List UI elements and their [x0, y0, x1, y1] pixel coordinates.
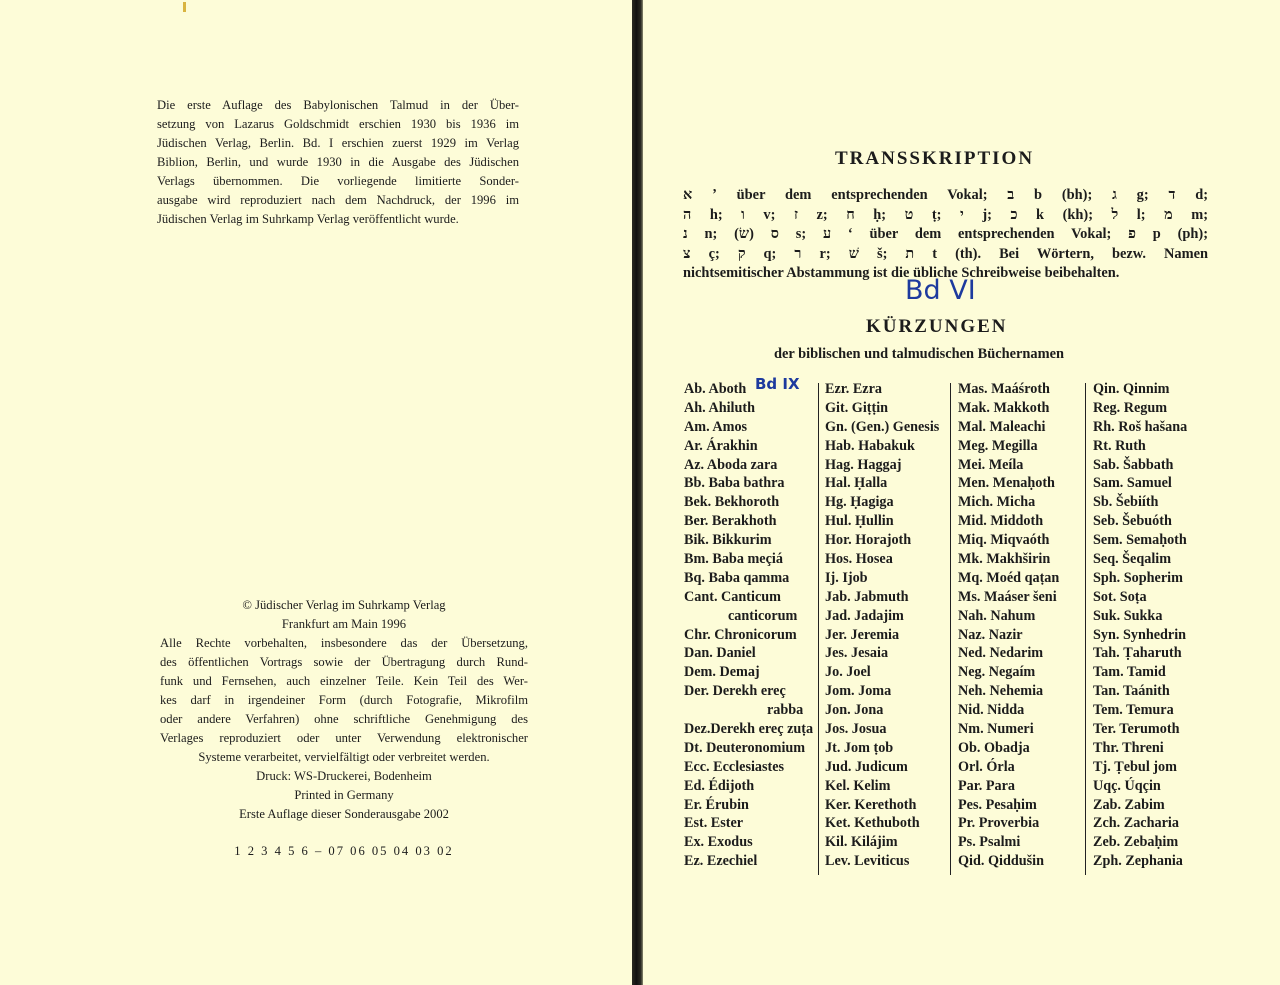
abbreviation-entry: Jos. Josua	[825, 721, 887, 738]
transcription-line: נ n; ס (שׂ) s; ע ʻ über dem entsprechenden Vokal; פ p (ph);	[683, 226, 1209, 242]
publication-note-line: Biblion, Berlin, und wurde 1930 in die Ausgabe des Jüdischen	[157, 155, 519, 169]
abbreviation-entry: Mk. Makhširin	[958, 551, 1051, 568]
country-line: Printed in Germany	[294, 788, 394, 802]
abbreviation-entry: Ez. Ezechiel	[684, 853, 758, 870]
abbreviation-entry: Men. Menaḥoth	[958, 475, 1055, 492]
abbreviation-entry: Pr. Proverbia	[958, 815, 1040, 832]
abbreviation-entry: Sem. Semaḥoth	[1093, 532, 1187, 549]
abbreviation-entry: Rh. Roš hašana	[1093, 418, 1188, 435]
abbreviation-column-4	[1093, 380, 1187, 871]
abbreviation-entry: rabba	[767, 702, 804, 719]
transcription-line: צ ç; ק q; ר r; שׁ š; ת t (th). Bei Wörtern, bezw. Namen	[683, 245, 1209, 262]
abbreviation-entry: Mq. Moéd qaṭan	[958, 569, 1060, 586]
abbreviation-entry: Ecc. Ecclesiastes	[684, 758, 785, 775]
abbreviation-entry: Mas. Maáśroth	[958, 381, 1050, 397]
column-divider	[818, 383, 819, 875]
publication-note-line: Verlags übernommen. Die vorliegende limitierte Sonder-	[157, 174, 519, 188]
abbreviation-entry: Bb. Baba bathra	[684, 475, 785, 492]
abbreviation-entry: Mal. Maleachi	[958, 418, 1046, 435]
abbreviation-entry: Reg. Regum	[1093, 399, 1168, 416]
abbreviation-entry: Ob. Obadja	[958, 739, 1030, 756]
abbreviation-entry: Dez.Derekh ereç zuṭa	[684, 721, 814, 738]
abbreviation-entry: Mich. Micha	[958, 494, 1036, 511]
abbreviation-entry: Ij. Ijob	[825, 569, 868, 586]
abbreviation-entry: Ket. Kethuboth	[825, 815, 920, 832]
abbreviation-entry: Ar. Árakhin	[684, 437, 758, 454]
abbreviation-entry: Ker. Kerethoth	[825, 796, 917, 813]
abbreviation-entry: Gn. (Gen.) Genesis	[825, 418, 940, 435]
copyright-line: Frankfurt am Main 1996	[281, 617, 407, 631]
abbreviation-entry: Mid. Middoth	[958, 513, 1044, 530]
abbreviation-entry: Sph. Sopherim	[1093, 569, 1183, 586]
abbreviation-column-3	[958, 380, 1059, 871]
abbreviation-entry: Hos. Hosea	[825, 551, 893, 568]
abbreviation-entry: Jom. Joma	[825, 683, 892, 700]
publication-note	[157, 96, 519, 229]
abbreviation-entry: Jo. Joel	[825, 664, 871, 681]
transcription-line: א ʼ über dem entsprechenden Vokal; ב b (bh); ג g; ד d;	[683, 187, 1208, 203]
abbreviation-entry: Neg. Negaím	[958, 664, 1036, 681]
transcription-line: ה h; ו v; ז z; ח ḥ; ט ṭ; י j; כ k (kh); ל l; מ m;	[683, 206, 1208, 223]
abbreviation-entry: Dt. Deuteronomium	[684, 739, 806, 756]
abbreviation-entry: Am. Amos	[684, 418, 748, 435]
handwritten-note-small: Bd IX	[755, 375, 800, 393]
abbreviation-entry: Qid. Qiddušin	[958, 853, 1044, 870]
abbreviation-entry: Sot. Soṭa	[1093, 588, 1147, 605]
abbreviation-entry: Hab. Habakuk	[825, 437, 915, 454]
abbreviation-entry: Az. Aboda zara	[684, 456, 778, 473]
abbreviation-entry: Bq. Baba qamma	[684, 569, 790, 586]
abbreviation-entry: Meg. Megilla	[958, 437, 1038, 454]
rights-line: Verlages reproduziert oder unter Verwendung elektronischer	[160, 731, 528, 745]
abbreviations-title: KÜRZUNGEN	[866, 316, 1008, 337]
abbreviation-entry: Neh. Nehemia	[958, 683, 1044, 700]
abbreviation-entry: Naz. Nazir	[958, 626, 1023, 643]
abbreviation-entry: Orl. Órla	[958, 758, 1015, 775]
abbreviations-subtitle: der biblischen und talmudischen Büchernamen	[774, 346, 1065, 362]
abbreviation-entry: Ps. Psalmi	[958, 834, 1021, 851]
abbreviation-entry: Ezr. Ezra	[825, 381, 882, 397]
abbreviation-entry: Tah. Ṭaharuth	[1093, 645, 1182, 662]
copyright-block	[160, 596, 528, 824]
abbreviation-entry: Pes. Pesaḥim	[958, 796, 1037, 813]
abbreviation-entry: Sb. Šebiíth	[1093, 494, 1159, 511]
abbreviation-entry: Kel. Kelim	[825, 777, 891, 794]
copyright-line: Systeme verarbeitet, vervielfältigt oder verbreitet werden.	[198, 750, 490, 764]
abbreviation-column-1	[684, 380, 813, 871]
abbreviation-entry: Suk. Sukka	[1093, 607, 1163, 624]
transcription-title: TRANSSKRIPTION	[835, 148, 1035, 169]
abbreviation-entry: Zab. Zabim	[1093, 796, 1165, 813]
abbreviation-column-2	[825, 380, 939, 871]
printer-line: Druck: WS-Druckerei, Bodenheim	[256, 769, 432, 783]
edition-line: Erste Auflage dieser Sonderausgabe 2002	[239, 807, 449, 821]
abbreviation-entry: Hor. Horajoth	[825, 532, 912, 549]
abbreviation-entry: Bm. Baba meçiá	[684, 551, 783, 568]
rights-line: oder andere Verfahren) ohne schriftliche Genehmigung des	[160, 712, 528, 726]
publication-note-line: setzung von Lazarus Goldschmidt erschien 1930 bis 1936 im	[157, 117, 519, 131]
abbreviation-entry: Seb. Šebuóth	[1093, 513, 1172, 530]
abbreviation-entry: Sam. Samuel	[1093, 475, 1172, 492]
abbreviation-entry: Er. Érubin	[684, 796, 749, 813]
abbreviation-entry: Mak. Makkoth	[958, 399, 1050, 416]
abbreviation-entry: Git. Giṭṭin	[825, 399, 889, 416]
abbreviation-entry: Nid. Nidda	[958, 702, 1025, 719]
abbreviation-entry: Zch. Zacharia	[1093, 815, 1179, 832]
abbreviation-entry: Bek. Bekhoroth	[684, 494, 780, 511]
transcription-line: nichtsemitischer Abstammung ist die übliche Schreibweise beibehalten.	[683, 265, 1120, 281]
abbreviation-entry: Hal. Ḥalla	[825, 475, 888, 492]
abbreviation-entry: Nm. Numeri	[958, 721, 1034, 738]
abbreviation-entry: Zeb. Zebaḥim	[1093, 834, 1179, 851]
abbreviation-entry: Jab. Jabmuth	[825, 588, 909, 605]
abbreviation-entry: Ab. Aboth	[684, 381, 747, 397]
abbreviation-entry: Uqç. Úqçin	[1093, 777, 1161, 794]
abbreviation-entry: Jer. Jeremia	[825, 626, 900, 643]
publication-note-line: Jüdischen Verlag, Berlin. Bd. I erschien zuerst 1929 im Verlag	[157, 136, 519, 150]
abbreviation-entry: Bik. Bikkurim	[684, 532, 772, 549]
abbreviation-entry: Hg. Ḥagiga	[825, 494, 894, 511]
abbreviation-entry: Ter. Terumoth	[1093, 721, 1180, 738]
copyright-line: © Jüdischer Verlag im Suhrkamp Verlag	[242, 598, 446, 612]
abbreviation-entry: Syn. Synhedrin	[1093, 626, 1187, 643]
abbreviation-entry: Tam. Tamid	[1093, 664, 1166, 681]
print-numbers: 1 2 3 4 5 6 – 07 06 05 04 03 02	[234, 844, 454, 858]
abbreviation-entry: Tan. Taánith	[1093, 683, 1170, 700]
abbreviation-entry: Sab. Šabbath	[1093, 456, 1174, 473]
rights-line: funk und Fernsehen, auch einzelner Teile. Kein Teil des Wer-	[160, 674, 528, 688]
abbreviation-entry: Cant. Canticum	[684, 588, 781, 605]
abbreviation-entry: Ber. Berakhoth	[684, 513, 777, 530]
ink-mark	[183, 2, 186, 12]
abbreviation-entry: Jes. Jesaia	[825, 645, 889, 662]
abbreviation-entry: Hag. Haggaj	[825, 456, 902, 473]
abbreviation-entry: Jt. Jom ṭob	[825, 739, 894, 756]
abbreviation-entry: Dan. Daniel	[684, 645, 756, 662]
abbreviation-entry: Ex. Exodus	[684, 834, 753, 851]
abbreviation-entry: Ned. Nedarim	[958, 645, 1044, 662]
abbreviation-entry: Qin. Qinnim	[1093, 381, 1170, 397]
abbreviation-entry: Tem. Temura	[1093, 702, 1174, 719]
rights-line: Alle Rechte vorbehalten, insbesondere das der Übersetzung,	[160, 636, 528, 650]
abbreviation-entry: Miq. Miqvaóth	[958, 532, 1050, 549]
rights-line: kes darf in irgendeiner Form (durch Fotografie, Mikrofilm	[160, 693, 528, 707]
abbreviation-entry: Est. Ester	[684, 815, 744, 832]
abbreviation-entry: Thr. Threni	[1093, 739, 1164, 756]
abbreviation-entry: Nah. Nahum	[958, 607, 1036, 624]
column-divider	[950, 383, 951, 875]
abbreviation-entry: Ed. Édijoth	[684, 777, 755, 794]
abbreviation-entry: Kil. Kilájim	[825, 834, 898, 851]
abbreviation-entry: Seq. Šeqalim	[1093, 551, 1172, 568]
abbreviation-entry: Hul. Ḥullin	[825, 513, 894, 530]
abbreviation-entry: Ms. Maáser šeni	[958, 588, 1057, 605]
publication-note-line: ausgabe wird reproduziert nach dem Nachdruck, der 1996 im	[157, 193, 519, 207]
abbreviation-entry: Chr. Chronicorum	[684, 626, 797, 643]
abbreviation-entry: Lev. Leviticus	[825, 853, 910, 870]
book-spine	[632, 0, 643, 985]
abbreviation-entry: Jon. Jona	[825, 702, 884, 719]
abbreviation-entry: Jud. Judicum	[825, 758, 908, 775]
abbreviation-entry: Par. Para	[958, 777, 1015, 794]
rights-line: des öffentlichen Vortrags sowie der Übertragung durch Rund-	[160, 655, 528, 669]
abbreviation-entry: Tj. Ṭebul jom	[1093, 758, 1177, 775]
abbreviation-entry: Der. Derekh ereç	[684, 683, 786, 700]
publication-note-line: Die erste Auflage des Babylonischen Talmud in der Über-	[157, 98, 519, 112]
left-page	[0, 0, 632, 985]
transcription-text	[683, 186, 1208, 284]
abbreviation-entry: Zph. Zephania	[1093, 853, 1183, 870]
abbreviation-entry: Ah. Ahiluth	[684, 399, 755, 416]
abbreviation-entry: Rt. Ruth	[1093, 437, 1146, 454]
abbreviation-entry: Jad. Jadajim	[825, 607, 904, 624]
handwritten-note: Bd VI	[905, 275, 976, 306]
abbreviation-entry: Dem. Demaj	[684, 664, 760, 681]
column-divider	[1085, 383, 1086, 875]
abbreviation-entry: canticorum	[728, 607, 798, 624]
publication-note-line: Jüdischen Verlag im Suhrkamp Verlag veröffentlicht wurde.	[157, 212, 459, 226]
abbreviation-entry: Mei. Meíla	[958, 456, 1024, 473]
